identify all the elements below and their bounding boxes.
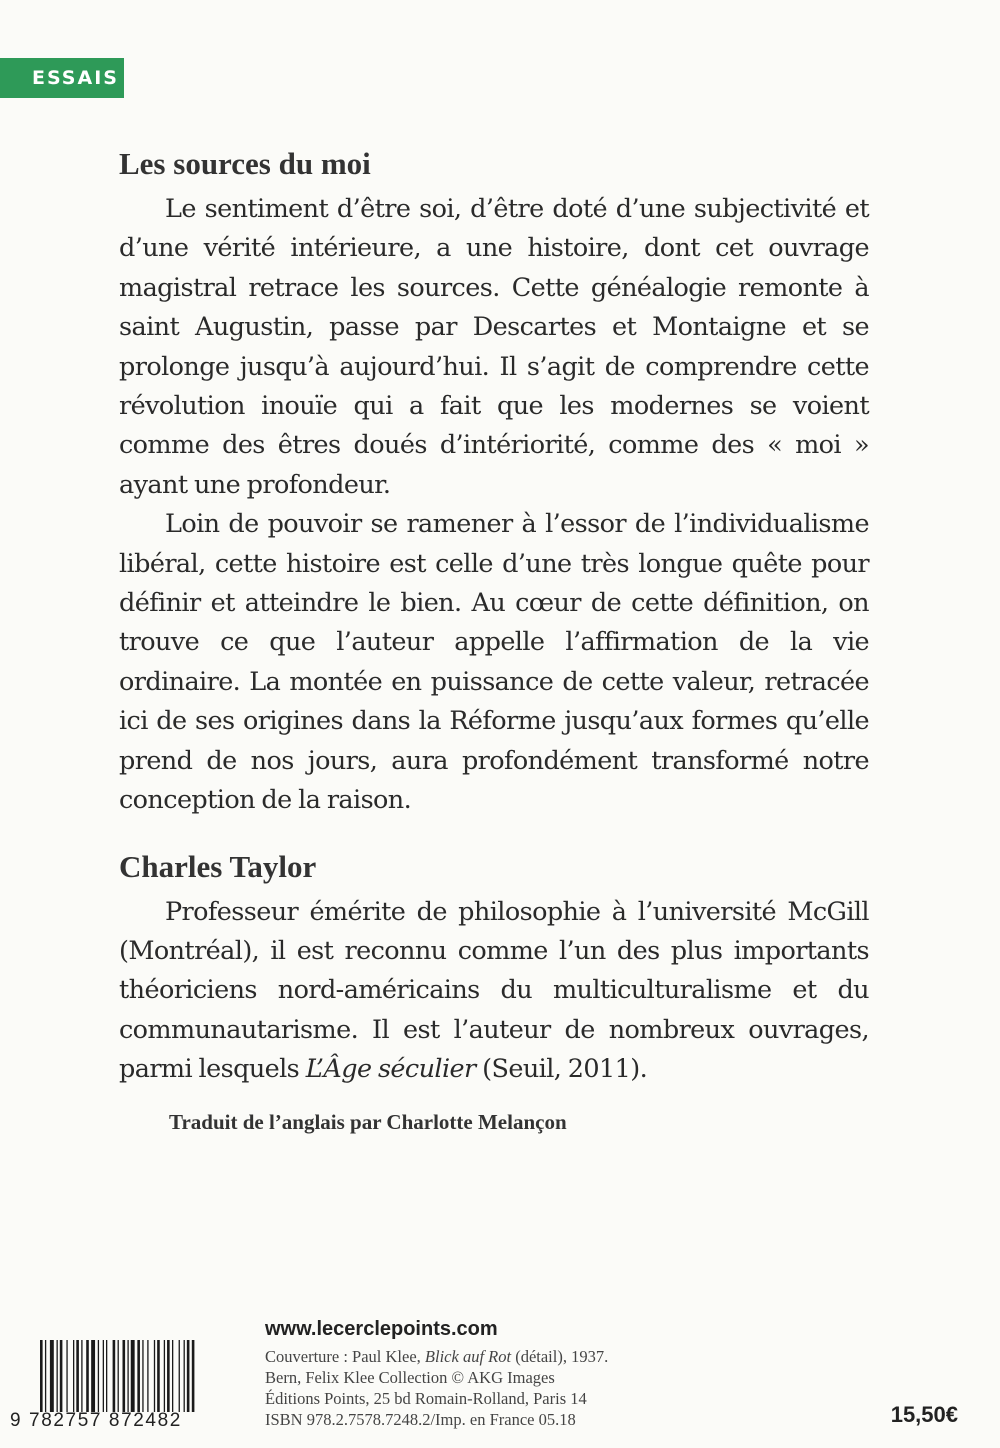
book-title: Les sources du moi <box>119 146 371 181</box>
cover-credit-suffix: (détail), 1937. <box>511 1347 609 1366</box>
cover-credit-prefix: Couverture : Paul Klee, <box>265 1347 425 1366</box>
cover-work-title: Blick auf Rot <box>424 1347 512 1366</box>
author-bio-book-title: L’Âge séculier <box>305 1054 476 1085</box>
back-cover-text <box>119 142 869 1135</box>
author-bio-text: Professeur émérite de philosophie à l’université McGill (Montréal), il est reconnu comme l’un des plus importants théoriciens nord-américains du multiculturalisme et du communautarisme. Il est l’auteur de nombreux ouvrages, parmi lesquels <box>119 896 869 1085</box>
barcode <box>40 1340 245 1412</box>
cover-credit <box>265 1346 685 1367</box>
author-bio <box>119 893 869 1090</box>
isbn-line: ISBN 978.2.7578.7248.2/Imp. en France 05.18 <box>265 1410 576 1429</box>
collection-badge: ESSAIS <box>0 58 124 98</box>
summary-paragraph-1: Le sentiment d’être soi, d’être doté d’une subjectivité et d’une vérité intérieure, a une histoire, dont cet ouvrage magistral retrace les sources. Cette généalogie remonte à saint Augustin, passe par Descartes et Montaigne et se prolonge jusqu’à aujourd’hui. Il s’agit de comprendre cette révolution inouïe qui a fait que les modernes se voient comme des êtres doués d’intériorité, comme des « moi » ayant une profondeur. <box>119 194 869 500</box>
price-label: 15,50€ <box>890 1402 958 1427</box>
barcode-digits: 9 782757 872482 <box>10 1410 182 1431</box>
publisher-address: Éditions Points, 25 bd Romain-Rolland, Paris 14 <box>265 1389 587 1408</box>
translation-credit: Traduit de l’anglais par Charlotte Melançon <box>169 1109 567 1134</box>
footer-credits <box>265 1346 685 1430</box>
publisher-website-link[interactable]: www.lecerclepoints.com <box>265 1318 498 1340</box>
author-name: Charles Taylor <box>119 848 317 884</box>
author-bio-end: (Seuil, 2011). <box>475 1054 648 1085</box>
collection-credit: Bern, Felix Klee Collection © AKG Images <box>265 1368 555 1387</box>
summary-paragraph-2: Loin de pouvoir se ramener à l’essor de l’individualisme libéral, cette histoire est celle d’une très longue quête pour définir et atteindre le bien. Au cœur de cette définition, on trouve ce que l’auteur appelle l’affirmation de la vie ordinaire. La montée en puissance de cette valeur, retracée ici de ses origines dans la Réforme jusqu’aux formes qu’elle prend de nos jours, aura profondément transformé notre conception de la raison. <box>119 509 869 816</box>
